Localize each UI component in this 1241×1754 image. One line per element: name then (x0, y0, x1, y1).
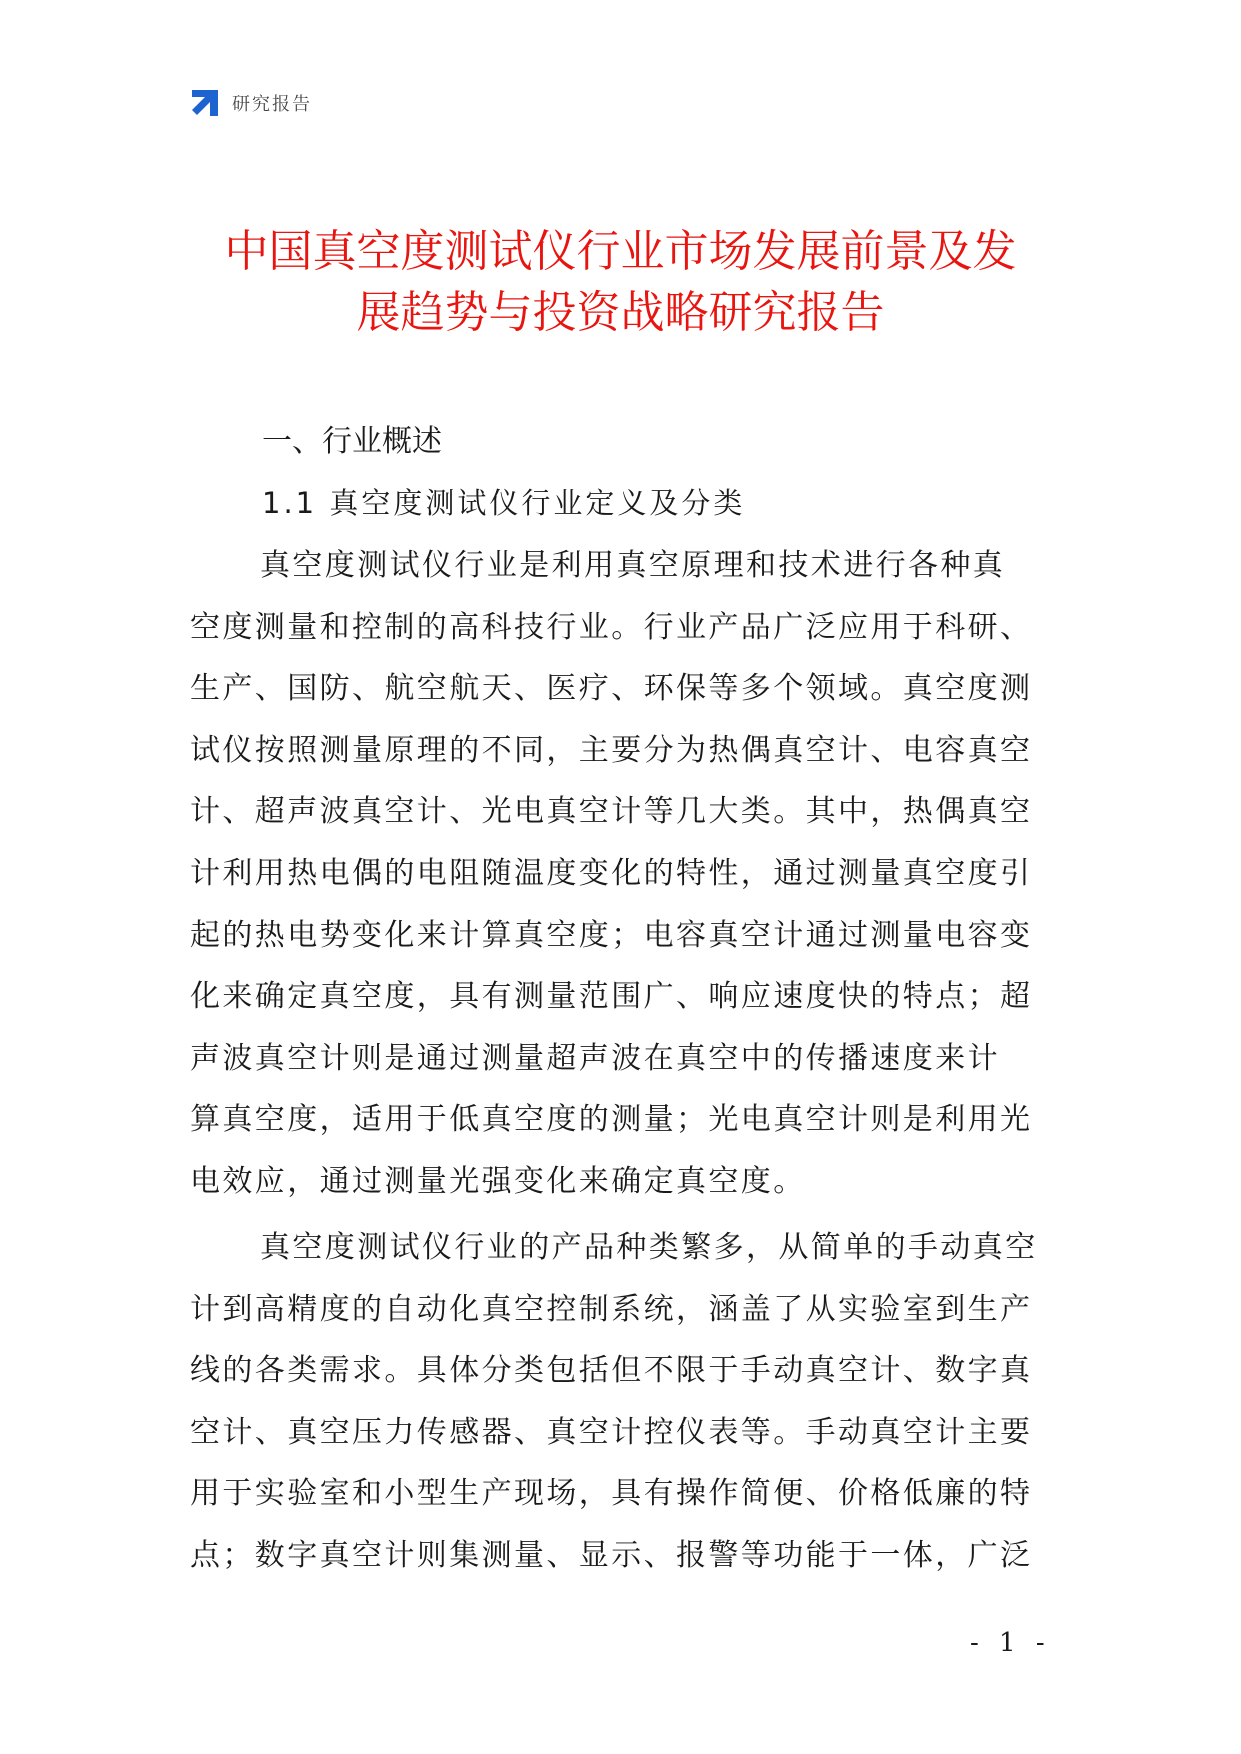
paragraph-line: 空计、真空压力传感器、真空计控仪表等。手动真空计主要 (190, 1414, 1033, 1450)
paragraph-line: 声波真空计则是通过测量超声波在真空中的传播速度来计 (190, 1040, 1000, 1076)
paragraph-line: 计到高精度的自动化真空控制系统，涵盖了从实验室到生产 (190, 1291, 1033, 1327)
paragraph-line: 点；数字真空计则集测量、显示、报警等功能于一体，广泛 (190, 1537, 1033, 1573)
report-title-line-2: 展趋势与投资战略研究报告 (356, 287, 885, 338)
paragraph-line: 线的各类需求。具体分类包括但不限于手动真空计、数字真 (190, 1353, 1033, 1389)
paragraph-line: 化来确定真空度，具有测量范围广、响应速度快的特点；超 (190, 979, 1033, 1015)
paragraph-2 (190, 1217, 1060, 1587)
paragraph-line: 真空度测试仪行业的产品种类繁多，从简单的手动真空 (260, 1230, 1038, 1265)
paragraph-line: 起的热电势变化来计算真空度；电容真空计通过测量电容变 (190, 917, 1033, 953)
report-header (190, 88, 312, 118)
paragraph-line: 电效应，通过测量光强变化来确定真空度。 (190, 1163, 806, 1199)
paragraph-line: 生产、国防、航空航天、医疗、环保等多个领域。真空度测 (190, 671, 1033, 707)
section-heading: 一、行业概述 (262, 424, 442, 459)
paragraph-line: 用于实验室和小型生产现场，具有操作简便、价格低廉的特 (190, 1476, 1033, 1512)
paragraph-line: 试仪按照测量原理的不同，主要分为热偶真空计、电容真空 (190, 732, 1033, 768)
paragraph-line: 真空度测试仪行业是利用真空原理和技术进行各种真 (260, 548, 1006, 583)
arrow-up-right-icon (190, 88, 220, 118)
paragraph-line: 计、超声波真空计、光电真空计等几大类。其中，热偶真空 (190, 794, 1033, 830)
report-title-line-1: 中国真空度测试仪行业市场发展前景及发 (224, 226, 1017, 277)
paragraph-line: 算真空度，适用于低真空度的测量；光电真空计则是利用光 (190, 1102, 1033, 1138)
header-label: 研究报告 (232, 94, 312, 115)
paragraph-1 (190, 535, 1060, 1213)
page-number: - 1 - (970, 1628, 1051, 1658)
section-subheading: 1.1 真空度测试仪行业定义及分类 (262, 486, 746, 520)
paragraph-line: 计利用热电偶的电阻随温度变化的特性，通过测量真空度引 (190, 855, 1033, 891)
paragraph-line: 空度测量和控制的高科技行业。行业产品广泛应用于科研、 (190, 609, 1033, 645)
